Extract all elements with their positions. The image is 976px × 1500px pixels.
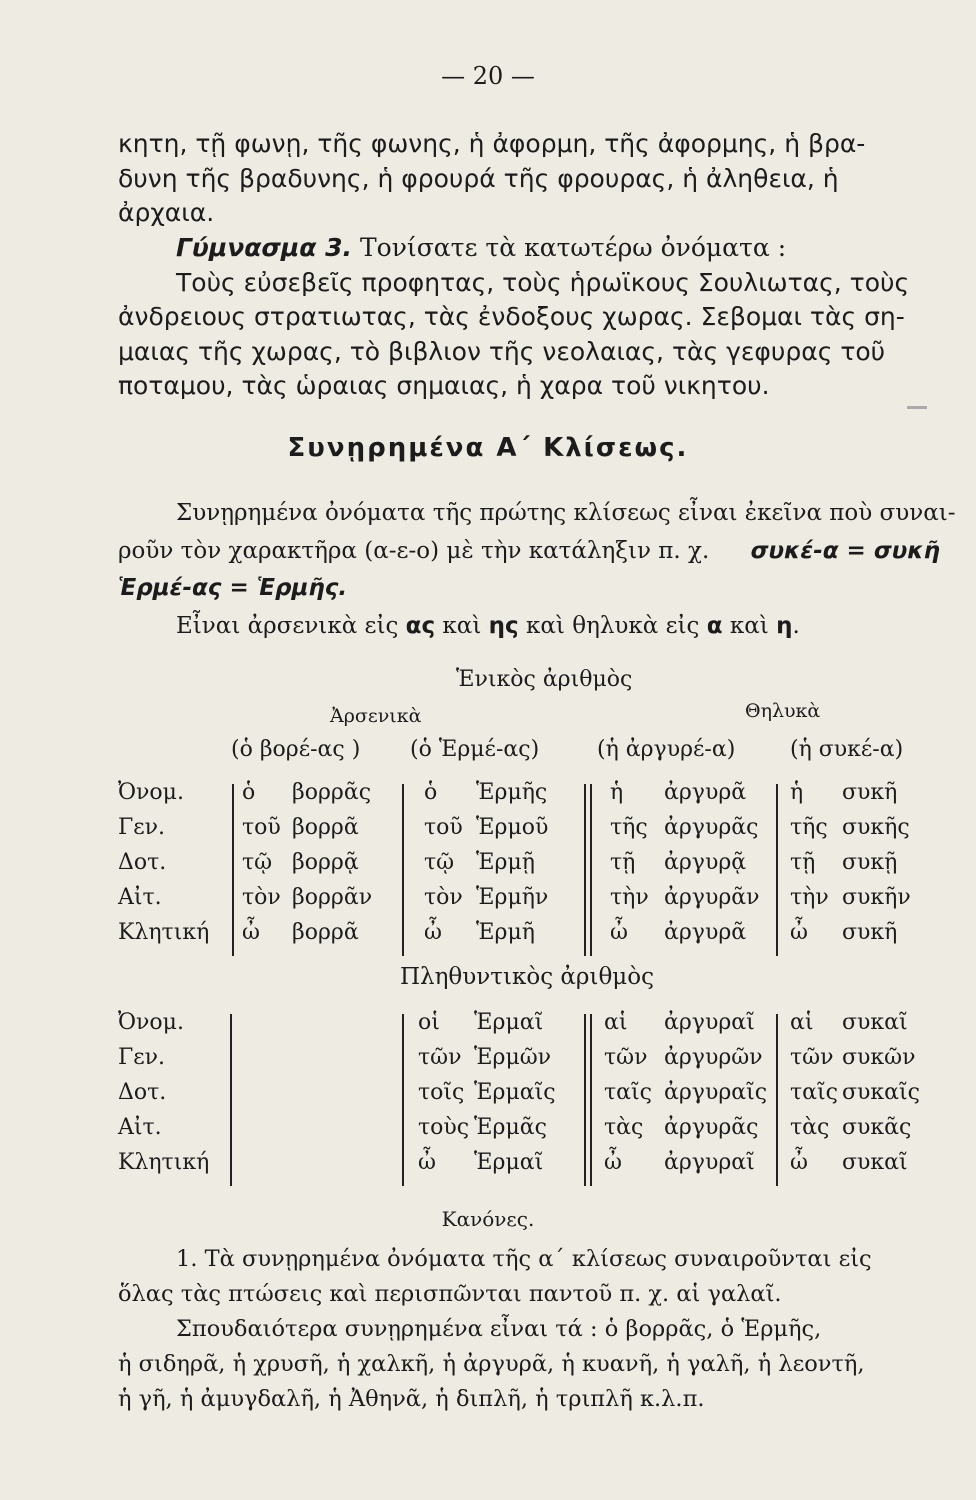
article-cell: ὦ [242,920,260,945]
case-label: Αἰτ. [118,885,162,910]
article-cell: ὦ [610,920,628,945]
article-cell: τοῦ [242,815,281,840]
exercise-paragraph [118,231,958,404]
table-rule [232,784,234,956]
noun-form-cell: βορρᾶ [292,920,359,945]
text-line: Σπουδαιότερα συνῃρημένα εἶναι τά : ὁ βορρᾶς, ὁ Ἑρμῆς, [176,1316,822,1342]
noun-form-cell: συκῇ [842,850,898,875]
article-cell: τοὺς [418,1115,470,1140]
noun-form-cell: συκαῖ [842,1010,908,1035]
noun-form-cell: συκῆ [842,780,898,805]
article-cell: ταῖς [790,1080,838,1105]
rules-title: Κανόνες. [441,1207,535,1231]
noun-form-cell: Ἑρμῆς [476,780,548,805]
article-cell: τὴν [790,885,829,910]
text-line: ἀνδρειους στρατιωτας, τὰς ἐνδοξους χωρας. Σεβομαι τὰς ση- [118,302,905,331]
table-rule [590,1014,592,1186]
article-cell: ὁ [424,780,438,805]
text-line: ροῦν τὸν χαρακτῆρα (α-ε-ο) μὲ τὴν κατάληξιν π. χ. [118,537,710,564]
noun-form-cell: συκῆς [842,815,910,840]
table-rule [230,1014,232,1186]
column-head: (ἡ συκέ-α) [790,737,904,762]
article-cell: τὰς [790,1115,830,1140]
ink-mark [907,406,927,409]
article-cell: τῷ [424,850,455,875]
text-line: ἡ σιδηρᾶ, ἡ χρυσῆ, ἡ χαλκῆ, ἡ ἀργυρᾶ, ἡ κυανῆ, ἡ γαλῆ, ἡ λεοντῆ, [118,1351,865,1377]
text-line: ὅλας τὰς πτώσεις καὶ περισπῶνται παντοῦ π. χ. αἱ γαλαῖ. [118,1281,782,1307]
text-line: δυνη τῆς βραδυνης, ἡ φρουρά τῆς φρουρας, ἡ ἀληθεια, ἡ [118,163,839,193]
noun-form-cell: ἀργυρᾶ [664,920,747,945]
noun-form-cell: ἀργυρᾶς [664,1115,759,1140]
noun-form-cell: ἀργυρῶν [664,1045,763,1070]
ending: η [776,612,793,639]
ending: ης [488,612,519,639]
text-line: κητη, τῇ φωνῃ, τῆς φωνης, ἡ ἀφορμη, τῆς ἀφορμης, ἡ βρα- [118,129,866,158]
case-label: Κλητική [118,1150,210,1175]
article-cell: τῶν [604,1045,648,1070]
section-title: Συνῃρημένα Α΄ Κλίσεως. [287,433,689,463]
noun-form-cell: βορρᾷ [292,850,359,875]
article-cell: τὰς [604,1115,644,1140]
ending: α [706,612,723,639]
exercise-instruction: Τονίσατε τὰ κατωτέρω ὀνόματα : [352,233,787,262]
article-cell: τοῖς [418,1080,465,1105]
text-line: ἡ γῆ, ἡ ἀμυγδαλῆ, ἡ Ἀθηνᾶ, ἡ διπλῆ, ἡ τριπλῆ κ.λ.π. [118,1386,705,1412]
article-cell: τοῦ [424,815,463,840]
text-line: Συνῃρημένα ὀνόματα τῆς πρώτης κλίσεως εἶναι ἐκεῖνα ποὺ συναι- [176,500,956,526]
text-fragment: καὶ [722,612,777,639]
article-cell: τὴν [610,885,649,910]
noun-form-cell: ἀργυρᾶς [664,815,759,840]
case-label: Ὀνομ. [118,780,184,805]
text-fragment: καὶ [435,612,489,639]
article-cell: τῆς [610,815,648,840]
article-cell: ὦ [790,1150,808,1175]
column-head: (ὁ βορέ-ας ) [231,737,361,762]
text-line: ποταμου, τὰς ὡραιας σημαιας, ἡ χαρα τοῦ νικητου. [118,371,770,400]
article-cell: ταῖς [604,1080,652,1105]
noun-form-cell: Ἑρμαῖς [474,1080,556,1105]
table-rule [776,784,778,956]
article-cell: αἱ [604,1010,628,1035]
table-rule [584,784,586,956]
case-label: Δοτ. [118,850,167,875]
example-word: Ἑρμέ-ας = Ἑρμῆς. [118,575,348,601]
rules-paragraph [118,1242,958,1417]
masculine-label: Ἀρσενικὰ [330,705,422,727]
noun-form-cell: Ἑρμῆν [476,885,549,910]
column-head: (ὁ Ἑρμέ-ας) [410,737,540,762]
article-cell: αἱ [790,1010,814,1035]
article-cell: τῶν [418,1045,462,1070]
case-label: Αἰτ. [118,1115,162,1140]
article-cell: ἡ [610,780,624,805]
article-cell: ὦ [790,920,808,945]
exercise-label: Γύμνασμα 3. [176,233,353,262]
column-head: (ἡ ἀργυρέ-α) [597,737,736,762]
article-cell: τὸν [242,885,281,910]
ending: ας [405,612,436,639]
table-rule [590,784,592,956]
noun-form-cell: συκαῖς [842,1080,920,1105]
article-cell: ἡ [790,780,804,805]
article-cell: ὦ [604,1150,622,1175]
noun-form-cell: Ἑρμῆ [476,920,535,945]
table-rule [584,1014,586,1186]
article-cell: τῇ [610,850,636,875]
text-line: Τοὺς εὐσεβεῖς προφητας, τοὺς ἡρωϊκους Σουλιωτας, τοὺς [176,267,910,297]
noun-form-cell: Ἑρμοῦ [476,815,549,840]
article-cell: ὦ [424,920,442,945]
article-cell: ὦ [418,1150,436,1175]
noun-form-cell: ἀργυραῖ [664,1150,755,1175]
article-cell: τῶν [790,1045,834,1070]
noun-form-cell: ἀργυραῖ [664,1010,755,1035]
noun-form-cell: ἀργυρᾶ [664,780,747,805]
text-fragment: καὶ θηλυκὰ εἰς [518,612,707,639]
noun-form-cell: βορρᾶς [292,780,372,805]
table-rule [402,1014,404,1186]
text-fragment: . [792,612,800,639]
singular-title: Ἑνικὸς ἀριθμὸς [456,667,633,692]
page-number: — 20 — [441,62,535,90]
paragraph-continuation [118,127,958,231]
article-cell: τῆς [790,815,828,840]
case-label: Κλητική [118,920,210,945]
noun-form-cell: συκῆ [842,920,898,945]
noun-form-cell: συκαῖ [842,1150,908,1175]
noun-form-cell: ἀργυραῖς [664,1080,768,1105]
example-word: συκέ-α = συκῆ [750,537,940,564]
article-cell: ὁ [242,780,256,805]
noun-form-cell: συκᾶς [842,1115,912,1140]
noun-form-cell: συκῆν [842,885,911,910]
article-cell: οἱ [418,1010,440,1035]
noun-form-cell: Ἑρμαῖ [474,1150,544,1175]
text-line: 1. Τὰ συνῃρημένα ὀνόματα τῆς α΄ κλίσεως συναιροῦνται εἰς [176,1246,872,1272]
noun-form-cell: Ἑρμᾶς [474,1115,547,1140]
noun-form-cell: ἀργυρᾶν [664,885,760,910]
text-line: ἀρχαια. [118,198,215,227]
text-line: μαιας τῆς χωρας, τὸ βιβλιον τῆς νεολαιας, τὰς γεφυρας τοῦ [118,336,886,366]
case-label: Δοτ. [118,1080,167,1105]
table-rule [402,784,404,956]
noun-form-cell: βορρᾶν [292,885,373,910]
noun-form-cell: Ἑρμαῖ [474,1010,544,1035]
noun-form-cell: ἀργυρᾷ [664,850,747,875]
case-label: Ὀνομ. [118,1010,184,1035]
noun-form-cell: συκῶν [842,1045,916,1070]
text-fragment: Εἶναι ἀρσενικὰ εἰς [176,612,406,639]
noun-form-cell: Ἑρμῶν [474,1045,552,1070]
case-label: Γεν. [118,1045,166,1070]
noun-form-cell: βορρᾶ [292,815,359,840]
table-rule [776,1014,778,1186]
article-cell: τῷ [242,850,273,875]
article-cell: τῇ [790,850,816,875]
plural-title: Πληθυντικὸς ἀριθμὸς [400,964,654,990]
case-label: Γεν. [118,815,166,840]
article-cell: τὸν [424,885,463,910]
noun-form-cell: Ἑρμῇ [476,850,535,875]
feminine-label: Θηλυκὰ [745,700,821,722]
intro-paragraph [118,495,958,645]
